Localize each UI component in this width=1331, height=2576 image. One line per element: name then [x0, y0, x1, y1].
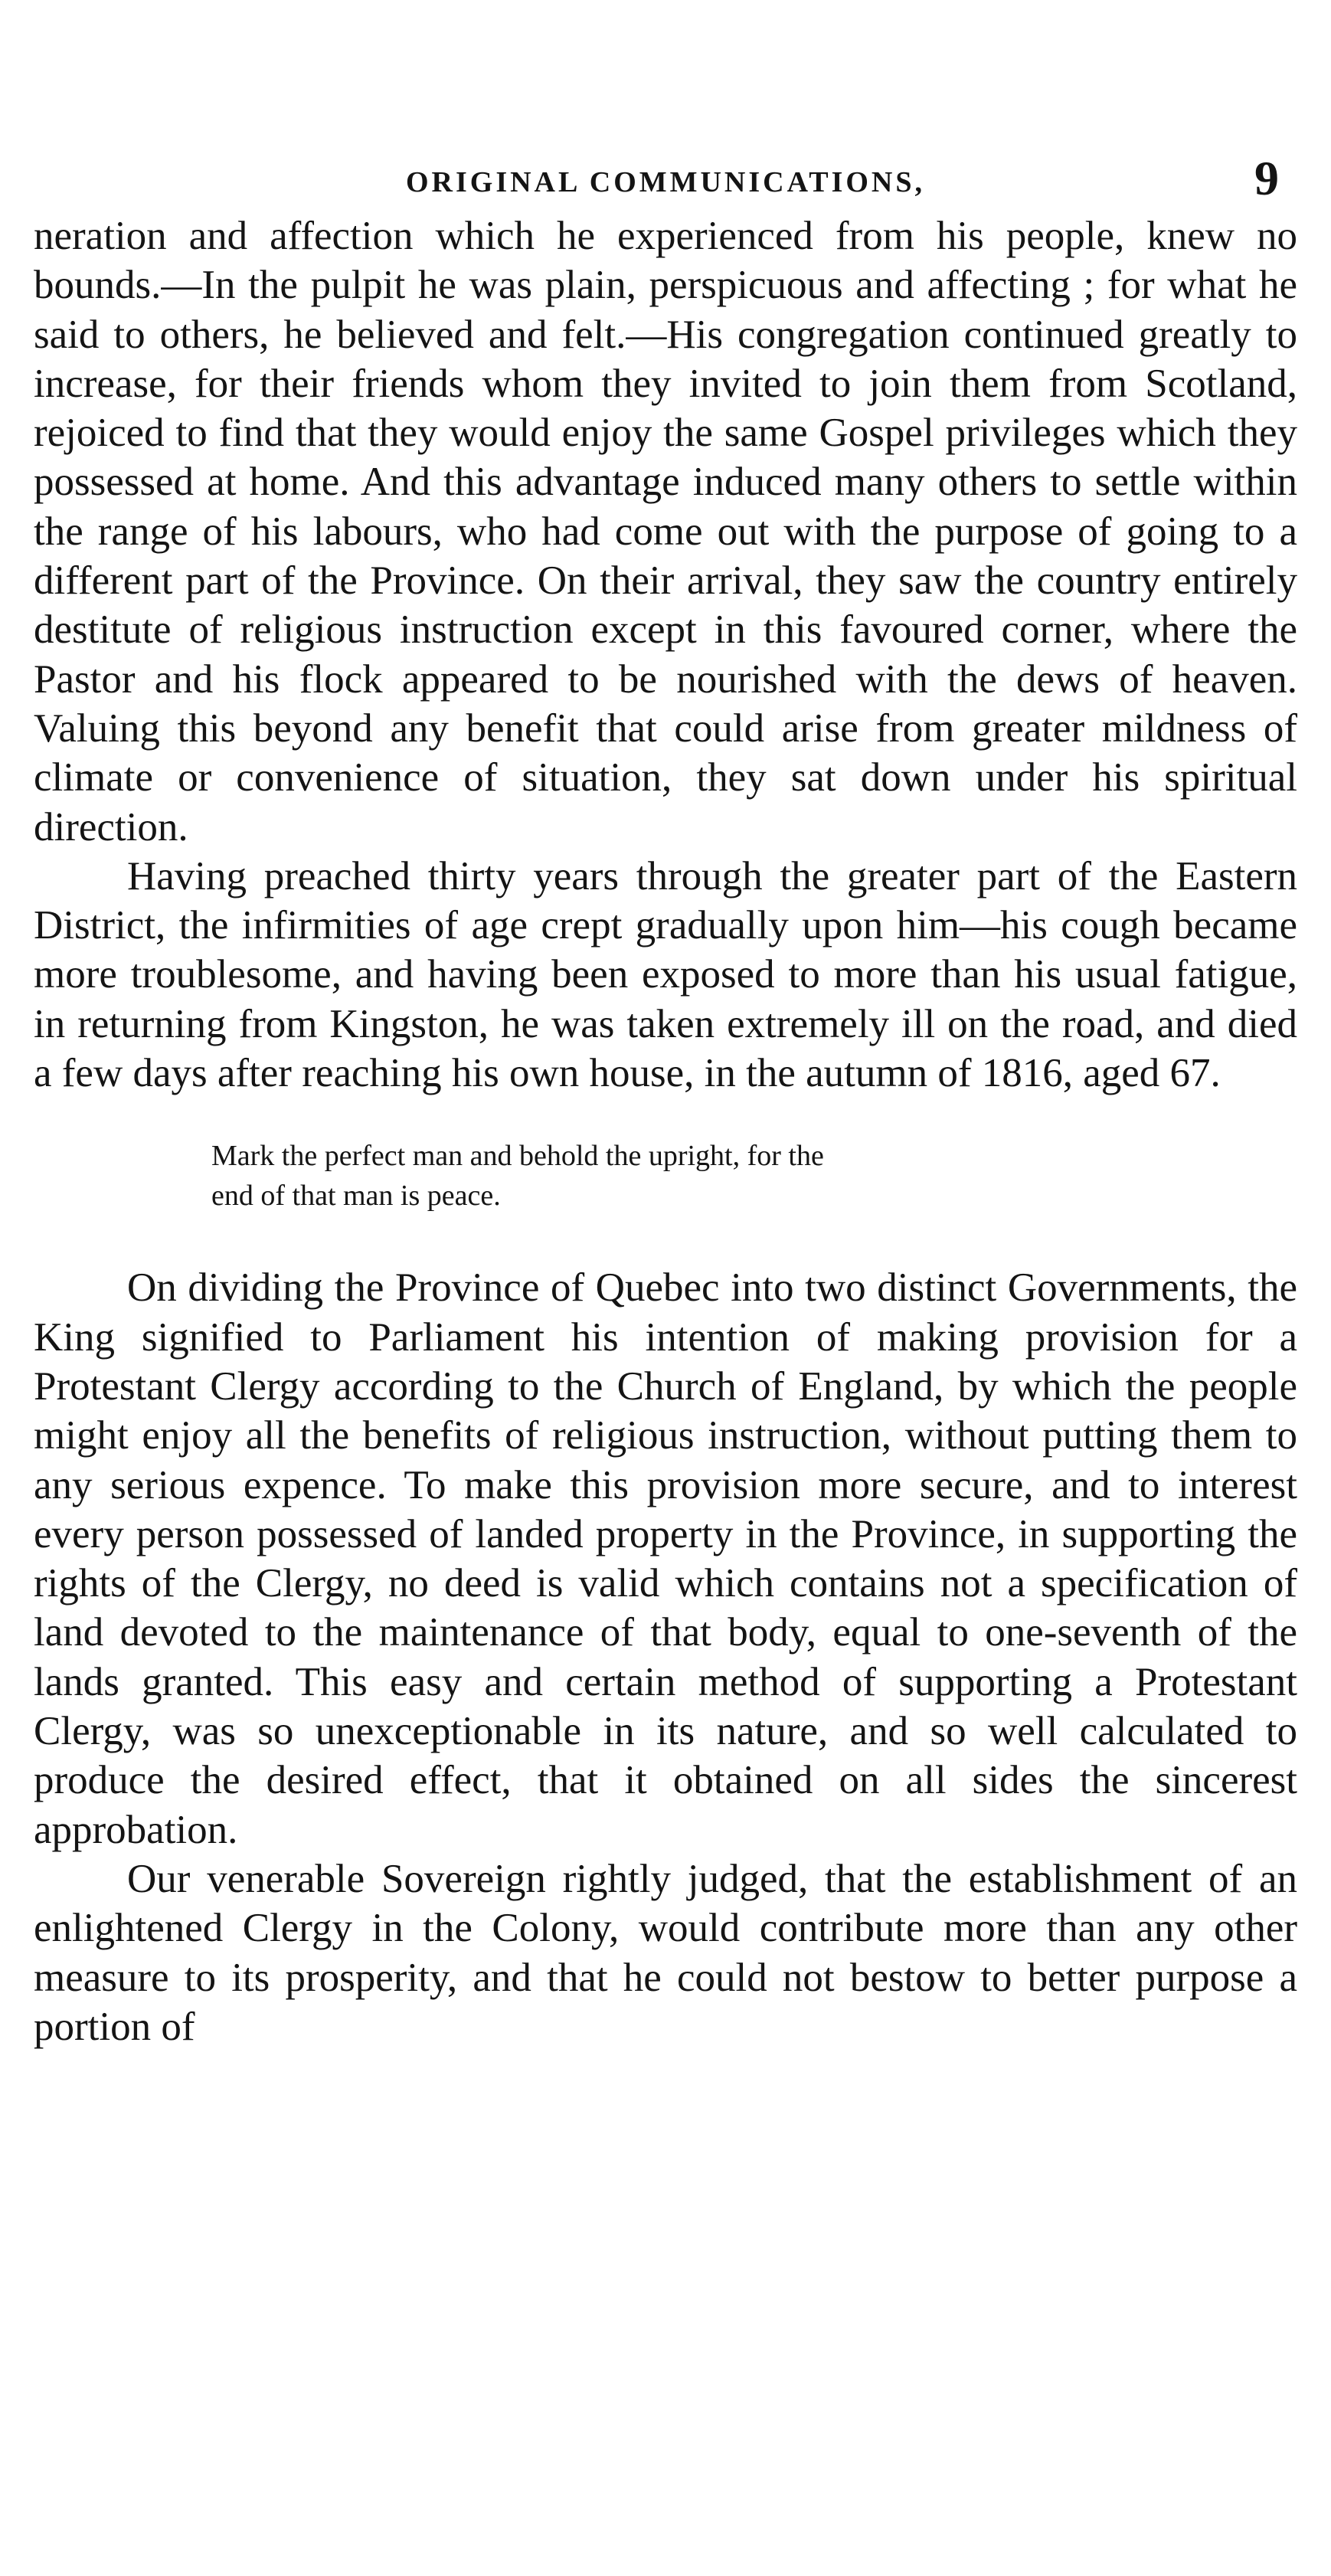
page-number: 9 — [1254, 151, 1279, 205]
paragraph-continued: neration and affection which he experienced from his people, knew no bounds.—In the pulpit he was plain, perspicuous and affecting ; for what he said to others, he believed and felt.—His congregation continued greatly to increase, for their friends whom they invited to join them from Scotland, rejoiced to find that they would enjoy the same Gospel privileges which they possessed at home. And this advantage induced many others to settle within the range of his labours, who had come out with the purpose of going to a different part of the Province. On their arrival, they saw the country entirely destitute of religious instruction except in this favoured corner, where the Pastor and his flock appeared to be nourished with the dews of heaven. Valuing this beyond any benefit that could arise from greater mildness of climate or convenience of situation, they sat down under his spiritual direction. — [34, 214, 1297, 849]
paragraph-province: On dividing the Province of Quebec into two distinct Governments, the King signified to Parliament his intention of making provision for a Protestant Clergy according to the Church of England, by which the people might enjoy all the benefits of religious instruction, without putting them to any serious expence. To make this provision more secure, and to interest every person possessed of landed property in the Province, in supporting the rights of the Clergy, no deed is valid which contains not a specification of land devoted to the maintenance of that body, equal to one-seventh of the lands granted. This easy and certain method of supporting a Protestant Clergy, was so unexceptionable in its nature, and so well calculated to produce the desired effect, that it obtained on all sides the sincerest approbation. — [34, 1265, 1297, 1852]
running-header — [34, 138, 1297, 207]
running-title: ORIGINAL COMMUNICATIONS, — [405, 166, 925, 198]
epigraph-line: Mark the perfect man and behold the upright, for the — [211, 1140, 824, 1173]
document-page — [34, 138, 1297, 2051]
paragraph-sovereign: Our venerable Sovereign rightly judged, that the establishment of an enlightened Clergy in the Colony, would contribute more than any other measure to its prosperity, and that he could not bestow to better purpose a portion of — [34, 1856, 1297, 2049]
epigraph-line: end of that man is peace. — [211, 1180, 501, 1213]
paragraph-death: Having preached thirty years through the greater part of the Eastern District, the infirmities of age crept gradually upon him—his cough became more troublesome, and having been exposed to more than his usual fatigue, in returning from Kingston, he was taken extremely ill on the road, and died a few days after reaching his own house, in the autumn of 1816, aged 67. — [34, 853, 1297, 1096]
epigraph-quote — [34, 1136, 1297, 1216]
